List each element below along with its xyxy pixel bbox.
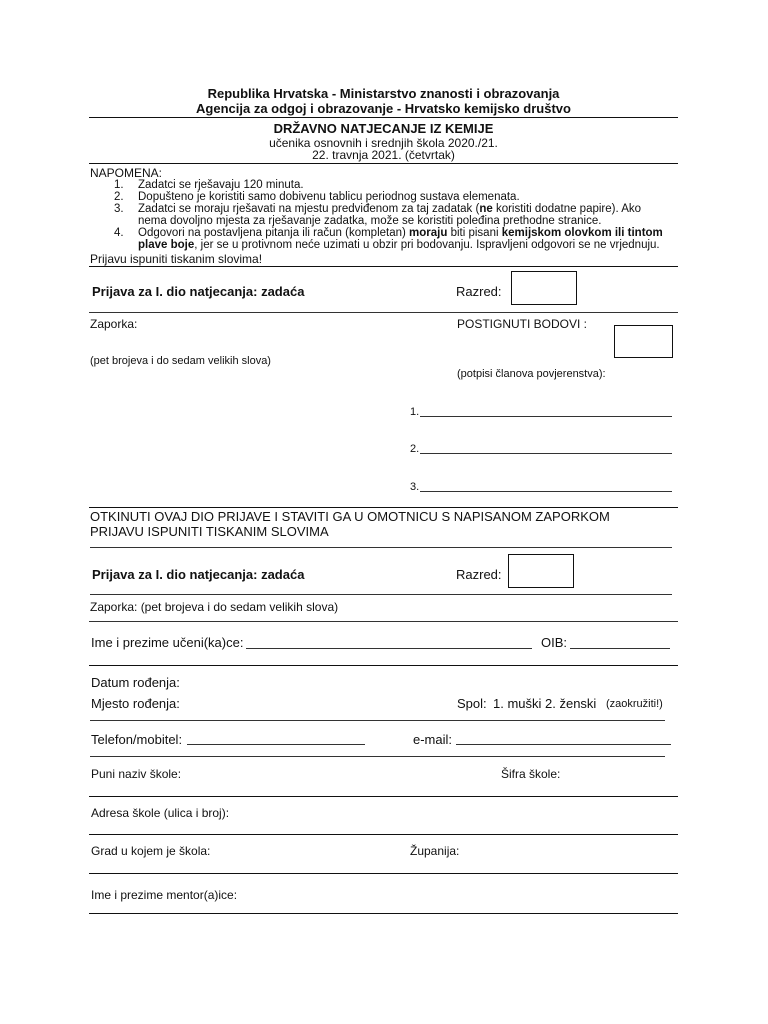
cut-line xyxy=(90,547,672,548)
divider-line xyxy=(90,594,672,595)
student-name-field[interactable] xyxy=(246,648,532,649)
part2-zaporka-label: Zaporka: (pet brojeva i do sedam velikih slova) xyxy=(90,600,339,614)
signature-3-line[interactable] xyxy=(420,491,672,492)
school-city-label: Grad u kojem je škola: xyxy=(91,844,211,858)
part1-bodovi-label: POSTIGNUTI BODOVI : xyxy=(457,317,588,331)
county-label: Županija: xyxy=(410,844,460,858)
header-line-2: Agencija za odgoj i obrazovanje - Hrvatsko kemijsko društvo xyxy=(196,101,571,116)
part1-razred-box[interactable] xyxy=(511,271,577,305)
phone-label: Telefon/mobitel: xyxy=(91,732,183,747)
note-footer: Prijavu ispuniti tiskanim slovima! xyxy=(90,252,263,266)
oib-field[interactable] xyxy=(570,648,670,649)
signature-2-label: 2. xyxy=(410,443,420,455)
part1-zaporka-hint: (pet brojeva i do sedam velikih slova) xyxy=(90,355,271,367)
divider xyxy=(89,266,678,267)
divider xyxy=(89,665,678,666)
header-line-1: Republika Hrvatska - Ministarstvo znanosti i obrazovanja xyxy=(207,86,560,101)
signature-1-line[interactable] xyxy=(420,416,672,417)
part1-zaporka-label: Zaporka: xyxy=(90,317,138,331)
signature-2-line[interactable] xyxy=(420,453,672,454)
school-address-label: Adresa škole (ulica i broj): xyxy=(91,806,230,820)
email-label: e-mail: xyxy=(413,732,453,747)
birth-place-label: Mjesto rođenja: xyxy=(91,696,180,711)
part2-razred-label: Razred: xyxy=(456,567,502,582)
divider xyxy=(89,834,678,835)
document-title: DRŽAVNO NATJECANJE IZ KEMIJE xyxy=(273,121,494,136)
note-heading: NAPOMENA: xyxy=(90,166,163,180)
contact-line xyxy=(90,756,665,757)
part1-bodovi-box[interactable] xyxy=(614,325,673,358)
part1-prijava-label: Prijava za I. dio natjecanja: zadaća xyxy=(92,284,305,299)
part2-prijava-label: Prijava za I. dio natjecanja: zadaća xyxy=(92,567,305,582)
birth-date-label: Datum rođenja: xyxy=(91,675,180,690)
document-date: 22. travnja 2021. (četvrtak) xyxy=(312,148,455,162)
signature-3-label: 3. xyxy=(410,481,420,493)
part1-razred-label: Razred: xyxy=(456,284,502,299)
gender-options[interactable]: 1. muški 2. ženski xyxy=(493,696,597,711)
part2-razred-box[interactable] xyxy=(508,554,574,588)
part1-potpisi-label: (potpisi članova povjerenstva): xyxy=(457,368,606,380)
gender-hint: (zaokružiti!) xyxy=(606,698,663,710)
cut-instruction-1: OTKINUTI OVAJ DIO PRIJAVE I STAVITI GA U OMOTNICU S NAPISANOM ZAPORKOM xyxy=(90,509,610,524)
cut-instruction-2: PRIJAVU ISPUNITI TISKANIM SLOVIMA xyxy=(90,524,329,539)
mentor-label: Ime i prezime mentor(a)ice: xyxy=(91,888,238,902)
divider xyxy=(89,117,678,118)
divider xyxy=(89,621,678,622)
signature-1-label: 1. xyxy=(410,406,420,418)
document-subtitle: učenika osnovnih i srednjih škola 2020./21. xyxy=(269,136,498,150)
oib-label: OIB: xyxy=(541,635,568,650)
email-field[interactable] xyxy=(456,744,671,745)
gender-label: Spol: xyxy=(457,696,487,711)
birth-info-line xyxy=(90,720,665,721)
divider xyxy=(89,796,678,797)
divider xyxy=(89,507,678,508)
divider xyxy=(89,312,678,313)
divider xyxy=(89,873,678,874)
school-code-label: Šifra škole: xyxy=(501,767,561,781)
divider xyxy=(89,913,678,914)
school-name-label: Puni naziv škole: xyxy=(91,767,182,781)
phone-field[interactable] xyxy=(187,744,365,745)
student-name-label: Ime i prezime učeni(ka)ce: xyxy=(91,635,244,650)
divider xyxy=(89,163,678,164)
